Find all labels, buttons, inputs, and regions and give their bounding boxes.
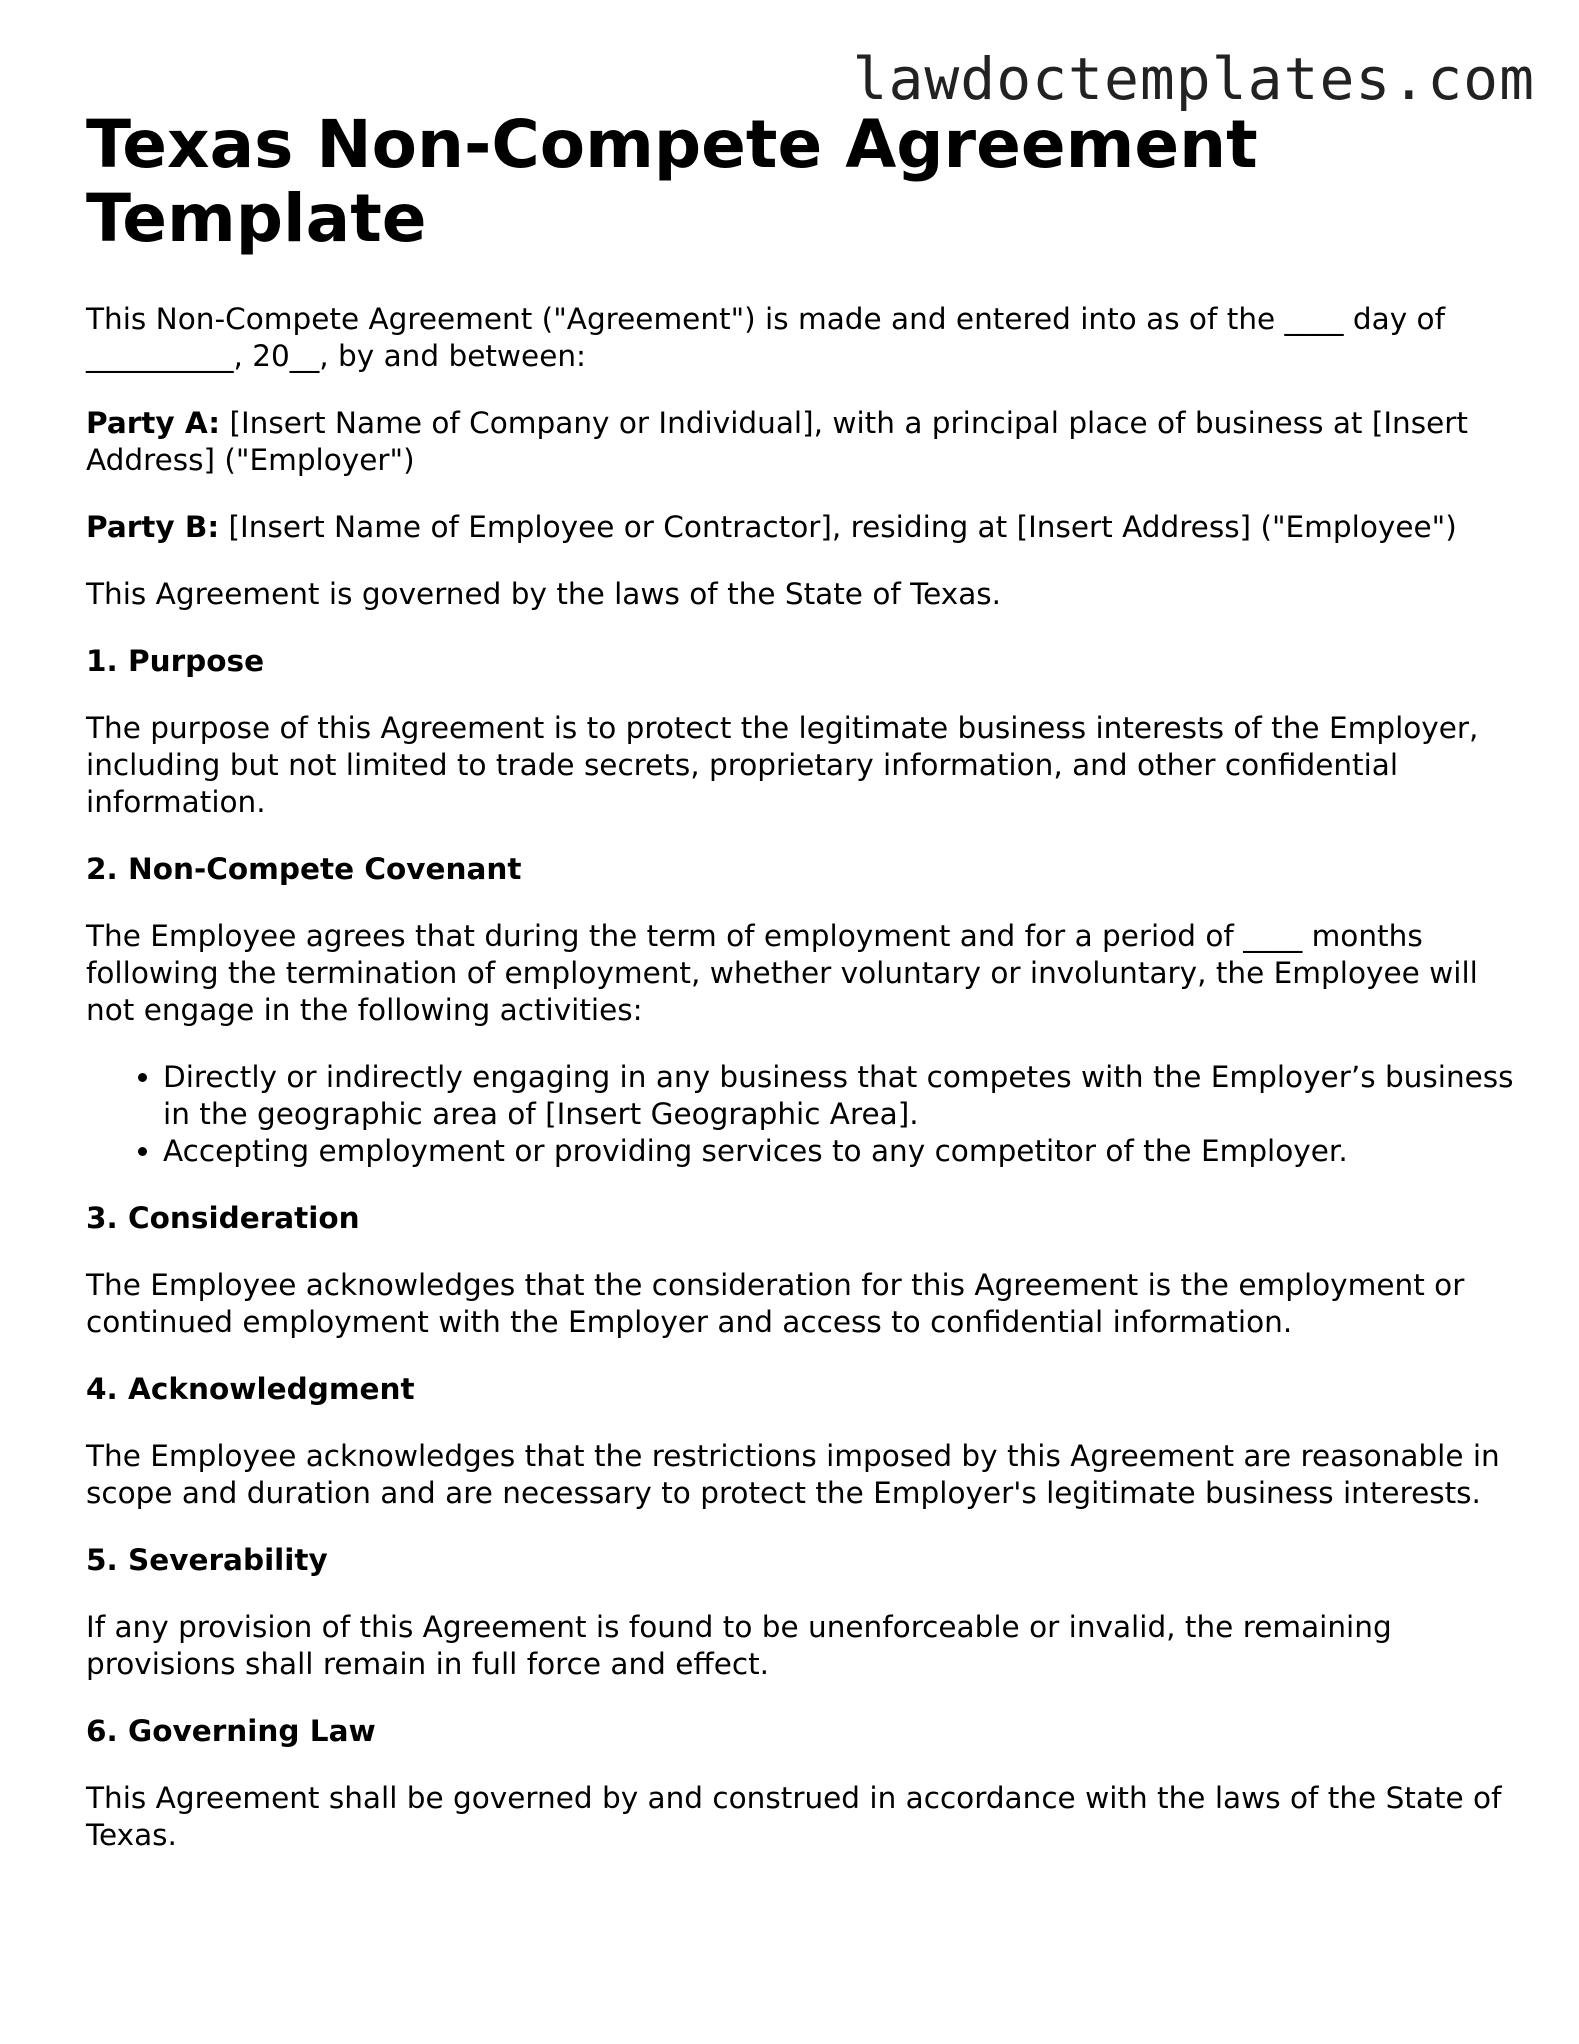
section-body-purpose: The purpose of this Agreement is to protect the legitimate business interests of the Employer, including but not limited to trade secrets, proprietary information, and other confidential information. [86, 711, 1479, 819]
party-b-text: [Insert Name of Employee or Contractor], residing at [Insert Address] ("Employee") [219, 510, 1457, 544]
site-watermark: lawdoctemplates.com [852, 45, 1535, 113]
document-page [86, 108, 1516, 1854]
section-heading-purpose: 1. Purpose [86, 644, 265, 678]
section-body-non-compete: The Employee agrees that during the term of employment and for a period of ____ months following the termination of employment, whether voluntary or involuntary, the Employee will not engage in the following activities: [86, 919, 1478, 1027]
party-a-text: [Insert Name of Company or Individual], with a principal place of business at [Insert Address] ("Employer") [86, 406, 1468, 477]
section-heading-acknowledgment: 4. Acknowledgment [86, 1372, 415, 1406]
section-heading-severability: 5. Severability [86, 1543, 328, 1577]
section-body-acknowledgment: The Employee acknowledges that the restrictions imposed by this Agreement are reasonable in scope and duration and are necessary to protect the Employer's legitimate business interests. [86, 1439, 1500, 1510]
party-a-paragraph [86, 405, 1516, 479]
section-body-consideration: The Employee acknowledges that the consideration for this Agreement is the employment or continued employment with the Employer and access to confidential information. [86, 1268, 1465, 1339]
governing-statement: This Agreement is governed by the laws of the State of Texas. [86, 577, 1002, 611]
party-a-label: Party A: [86, 406, 221, 440]
list-item: • Accepting employment or providing services to any competitor of the Employer. [163, 1133, 1516, 1170]
intro-paragraph: This Non-Compete Agreement ("Agreement") is made and entered into as of the ____ day of __________, 20__, by and between: [86, 302, 1445, 373]
section-heading-governing-law: 6. Governing Law [86, 1714, 376, 1748]
party-b-paragraph [86, 509, 1516, 546]
non-compete-activities-list [86, 1059, 1516, 1170]
section-body-governing-law: This Agreement shall be governed by and construed in accordance with the laws of the State of Texas. [86, 1781, 1502, 1852]
list-item: • Directly or indirectly engaging in any business that competes with the Employer’s business in the geographic area of [Insert Geographic Area]. [163, 1059, 1516, 1133]
section-heading-consideration: 3. Consideration [86, 1201, 360, 1235]
party-b-label: Party B: [86, 510, 220, 544]
section-heading-non-compete: 2. Non-Compete Covenant [86, 852, 522, 886]
section-body-severability: If any provision of this Agreement is found to be unenforceable or invalid, the remaining provisions shall remain in full force and effect. [86, 1610, 1392, 1681]
document-title: Texas Non-Compete Agreement Template [86, 106, 1258, 257]
